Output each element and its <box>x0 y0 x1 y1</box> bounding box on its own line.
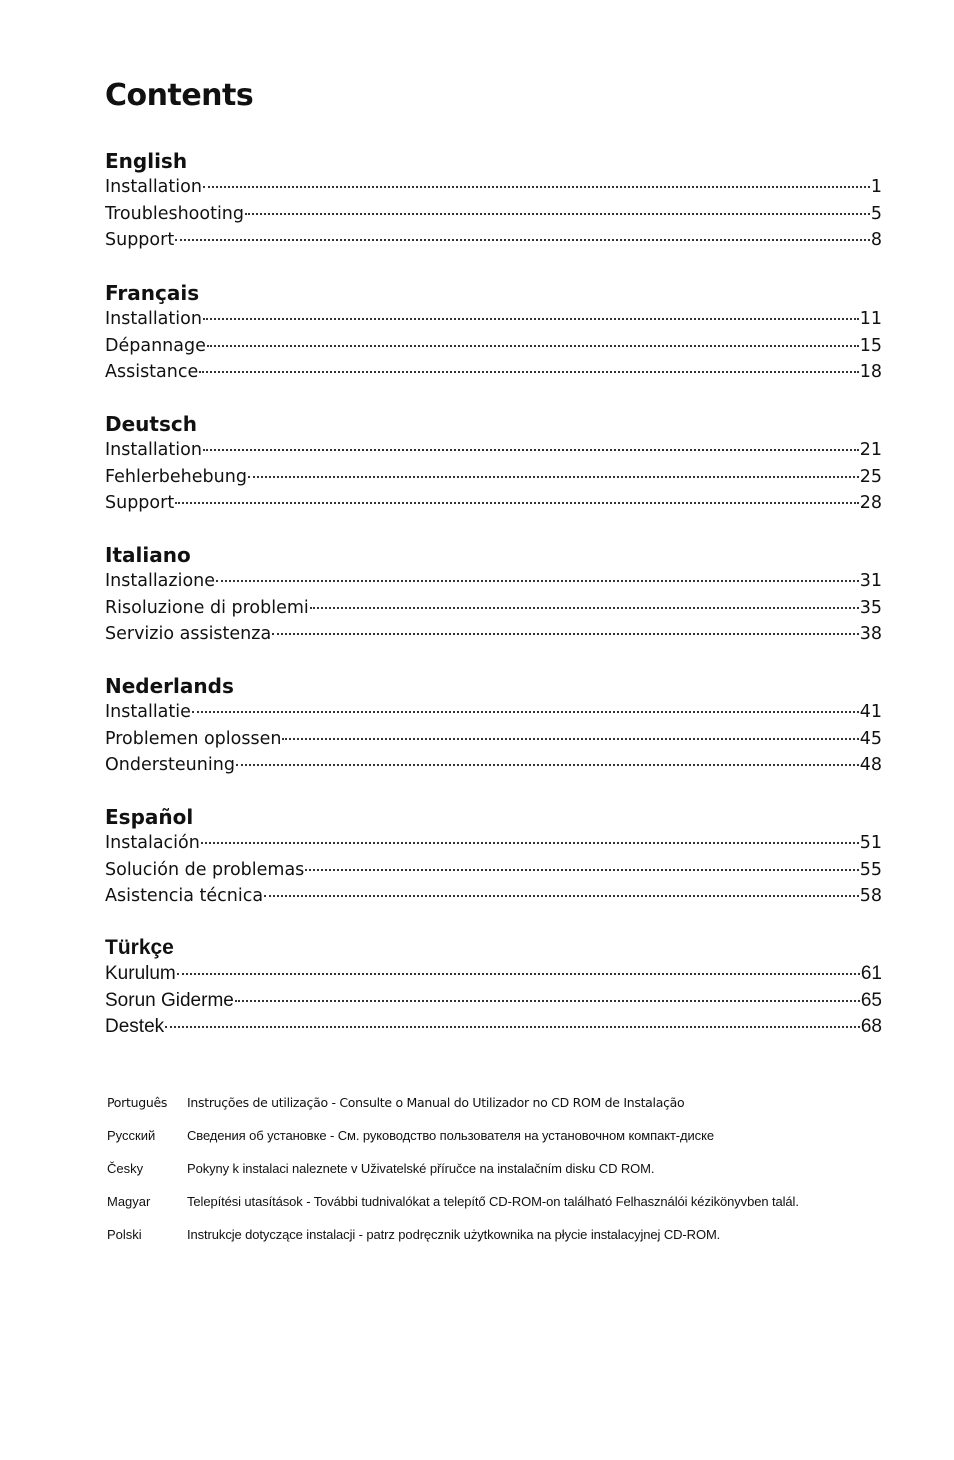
note-text: Instrukcje dotyczące instalacji - patrz podręcznik użytkownika na płycie instalacyjnej CD-ROM. <box>187 1227 721 1242</box>
toc-entry[interactable] <box>105 333 882 360</box>
toc-entry-page: 1 <box>870 177 882 197</box>
dot-leader <box>236 764 859 766</box>
toc-entry[interactable] <box>105 464 882 491</box>
toc-entry-label: Fehlerbehebung <box>105 466 247 487</box>
section-heading: Italiano <box>105 543 191 567</box>
toc-entry[interactable] <box>105 726 882 753</box>
toc-entry-label: Servizio assistenza <box>105 624 272 644</box>
toc-entry-label: Solución de problemas <box>105 859 305 880</box>
toc-entry-page: 11 <box>859 309 882 329</box>
toc-entry[interactable] <box>105 699 882 726</box>
language-note <box>107 1218 897 1251</box>
toc-section-francais <box>105 280 882 386</box>
toc-entry-page: 51 <box>859 833 882 853</box>
toc-entry-page: 5 <box>870 203 882 224</box>
toc-entry-label: Sorun Giderme <box>105 989 234 1011</box>
toc-entry[interactable] <box>105 752 882 779</box>
dot-leader <box>203 186 870 188</box>
toc-entry-page: 61 <box>860 963 882 984</box>
language-note <box>107 1152 897 1185</box>
toc-entry-label: Dépannage <box>105 335 206 356</box>
toc-entry-label: Installazione <box>105 571 216 591</box>
note-text: Instruções de utilização - Consulte o Manual do Utilizador no CD ROM de Instalação <box>187 1095 685 1110</box>
note-language: Русский <box>107 1128 156 1143</box>
toc-entry[interactable] <box>105 568 882 595</box>
dot-leader <box>199 371 858 373</box>
note-language: Česky <box>107 1161 144 1176</box>
dot-leader <box>165 1026 860 1028</box>
section-heading: English <box>105 149 188 173</box>
toc-section-turkce <box>105 935 882 1041</box>
toc-entry-label: Installation <box>105 177 202 197</box>
toc-entry-label: Installatie <box>105 702 191 722</box>
toc-entry-page: 15 <box>859 335 882 356</box>
toc-entry-page: 21 <box>859 440 882 460</box>
language-note <box>107 1119 897 1152</box>
dot-leader <box>216 580 859 582</box>
toc-section-deutsch <box>105 411 882 517</box>
toc-entry-label: Instalación <box>105 833 200 853</box>
dot-leader <box>203 449 859 451</box>
note-language: Magyar <box>107 1194 151 1209</box>
toc-entry-label: Troubleshooting <box>105 203 245 224</box>
toc-entry-label: Support <box>105 493 175 513</box>
toc-entry-label: Assistance <box>105 362 199 382</box>
note-text: Telepítési utasítások - További tudnivalókat a telepítő CD-ROM-on található Felhasználói kézikönyvben talál. <box>187 1194 799 1209</box>
dot-leader <box>305 869 858 871</box>
toc-entry-page: 38 <box>859 624 882 644</box>
toc-section-italiano <box>105 542 882 648</box>
toc-section-english <box>105 148 882 254</box>
toc-entry-label: Asistencia técnica <box>105 886 264 906</box>
toc-entry-page: 25 <box>859 466 882 487</box>
toc-entry-page: 41 <box>859 702 882 722</box>
toc-entry-page: 65 <box>860 989 882 1011</box>
toc-entry-page: 68 <box>860 1016 882 1037</box>
page-title: Contents <box>105 78 254 113</box>
dot-leader <box>203 318 859 320</box>
toc-entry[interactable] <box>105 490 882 517</box>
toc-entry-label: Kurulum <box>105 963 176 984</box>
section-heading: Nederlands <box>105 674 234 698</box>
note-language: Polski <box>107 1227 142 1242</box>
dot-leader <box>282 738 858 740</box>
toc-section-espanol <box>105 804 882 910</box>
toc-entry[interactable] <box>105 1014 882 1041</box>
toc-entry-label: Risoluzione di problemi <box>105 597 309 618</box>
dot-leader <box>235 1000 860 1002</box>
dot-leader <box>310 607 859 609</box>
toc-entry-label: Installation <box>105 309 202 329</box>
toc-entry[interactable] <box>105 174 882 201</box>
toc-entry[interactable] <box>105 961 882 988</box>
section-heading: Français <box>105 281 200 305</box>
dot-leader <box>207 345 859 347</box>
section-heading: Türkçe <box>105 936 174 959</box>
toc-entry-page: 31 <box>859 571 882 591</box>
toc-entry-page: 35 <box>859 597 882 618</box>
note-text: Сведения об установке - См. руководство пользователя на установочном компакт-диске <box>187 1128 714 1143</box>
toc-entry[interactable] <box>105 359 882 386</box>
dot-leader <box>272 633 859 635</box>
toc-entry-page: 45 <box>859 728 882 749</box>
note-text: Pokyny k instalaci naleznete v Uživatelské příručce na instalačním disku CD ROM. <box>187 1161 655 1176</box>
toc-entry-page: 18 <box>859 362 882 382</box>
dot-leader <box>192 711 859 713</box>
language-notes <box>107 1086 897 1251</box>
toc-entry[interactable] <box>105 227 882 254</box>
language-note <box>107 1086 897 1119</box>
toc-entry-page: 8 <box>870 230 882 250</box>
toc-entry-label: Ondersteuning <box>105 755 235 775</box>
note-language: Português <box>107 1095 168 1110</box>
dot-leader <box>201 842 859 844</box>
dot-leader <box>245 213 870 215</box>
toc-entry-page: 28 <box>859 493 882 513</box>
toc-entry[interactable] <box>105 621 882 648</box>
toc-entry[interactable] <box>105 306 882 333</box>
toc-entry[interactable] <box>105 883 882 910</box>
dot-leader <box>175 239 870 241</box>
section-heading: Español <box>105 805 194 829</box>
toc-entry[interactable] <box>105 437 882 464</box>
section-heading: Deutsch <box>105 412 197 436</box>
toc-entry[interactable] <box>105 988 882 1015</box>
toc-entry-page: 58 <box>859 886 882 906</box>
toc-entry[interactable] <box>105 857 882 884</box>
dot-leader <box>248 476 859 478</box>
dot-leader <box>175 502 859 504</box>
toc-entry-page: 48 <box>859 755 882 775</box>
toc-section-nederlands <box>105 673 882 779</box>
toc-entry-label: Problemen oplossen <box>105 728 282 749</box>
language-note <box>107 1185 897 1218</box>
toc-entry-label: Destek <box>105 1016 165 1037</box>
toc-entry[interactable] <box>105 595 882 622</box>
dot-leader <box>177 973 860 975</box>
toc-entry[interactable] <box>105 830 882 857</box>
toc-entry-label: Installation <box>105 440 202 460</box>
toc-entry-label: Support <box>105 230 175 250</box>
toc-entry[interactable] <box>105 201 882 228</box>
dot-leader <box>264 895 859 897</box>
toc-entry-page: 55 <box>859 859 882 880</box>
